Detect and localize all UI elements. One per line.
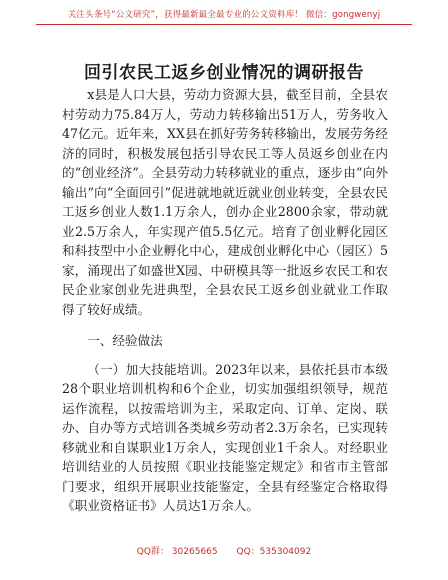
body-paragraph: （一）加大技能培训。2023年以来，县依托县市本级28个职业培训机构和6个企业，切实加强组织领导，规范运作流程，以按需培训为主，采取定向、订单、定岗、联办、自办等方式培训各类城乡劳动者2.3万余名，已实现转移就业和自谋职业1万余人，实现创业1千余人。对经职业培训结业的人员按照《职业技能鉴定规定》和省市主管部门要求，组织开展职业技能鉴定，全县有经鉴定合格取得《职业资格证书》人员达1万余人。 — [62, 361, 388, 513]
footer-qq: QQ：535304092 — [236, 547, 312, 557]
body-paragraph: x县是人口大县，劳动力资源大县，截至目前，全县农村劳动力75.84万人，劳动力转移输出51万人，劳务收入47亿元。近年来，XX县在抓好劳务转移输出，发展劳务经济的同时，积极发展包括引导农民工等人员返乡创业在内的“创业经济”。全县劳动力转移就业的重点，逐步由“向外输出”向“全面回引”促进就地就近就业创业转变，全县农民工返乡创业人数1.1万余人，创办企业2800余家，带动就业2.5万余人，年实现产值5.5亿元。培育了创业孵化园区和科技型中小企业孵化中心，建成创业孵化中心（园区）5家，涌现出了如盛世X园、中研模具等一批返乡农民工和农民企业家创业先进典型，全县农民工返乡创业就业工作取得了较好成绩。 — [62, 87, 388, 317]
document-body — [62, 85, 388, 516]
header-divider — [36, 24, 412, 25]
section-heading: 一、经验做法 — [87, 333, 163, 348]
document-title: 回引农民工返乡创业情况的调研报告 — [84, 63, 364, 83]
footer-contact — [0, 544, 448, 557]
header-banner: 关注头条号“公文研究”，获得最新最全最专业的公文资料库！ 微信：gongwenyj — [67, 10, 381, 20]
footer-qq-group: QQ群： 30265665 — [136, 547, 218, 557]
